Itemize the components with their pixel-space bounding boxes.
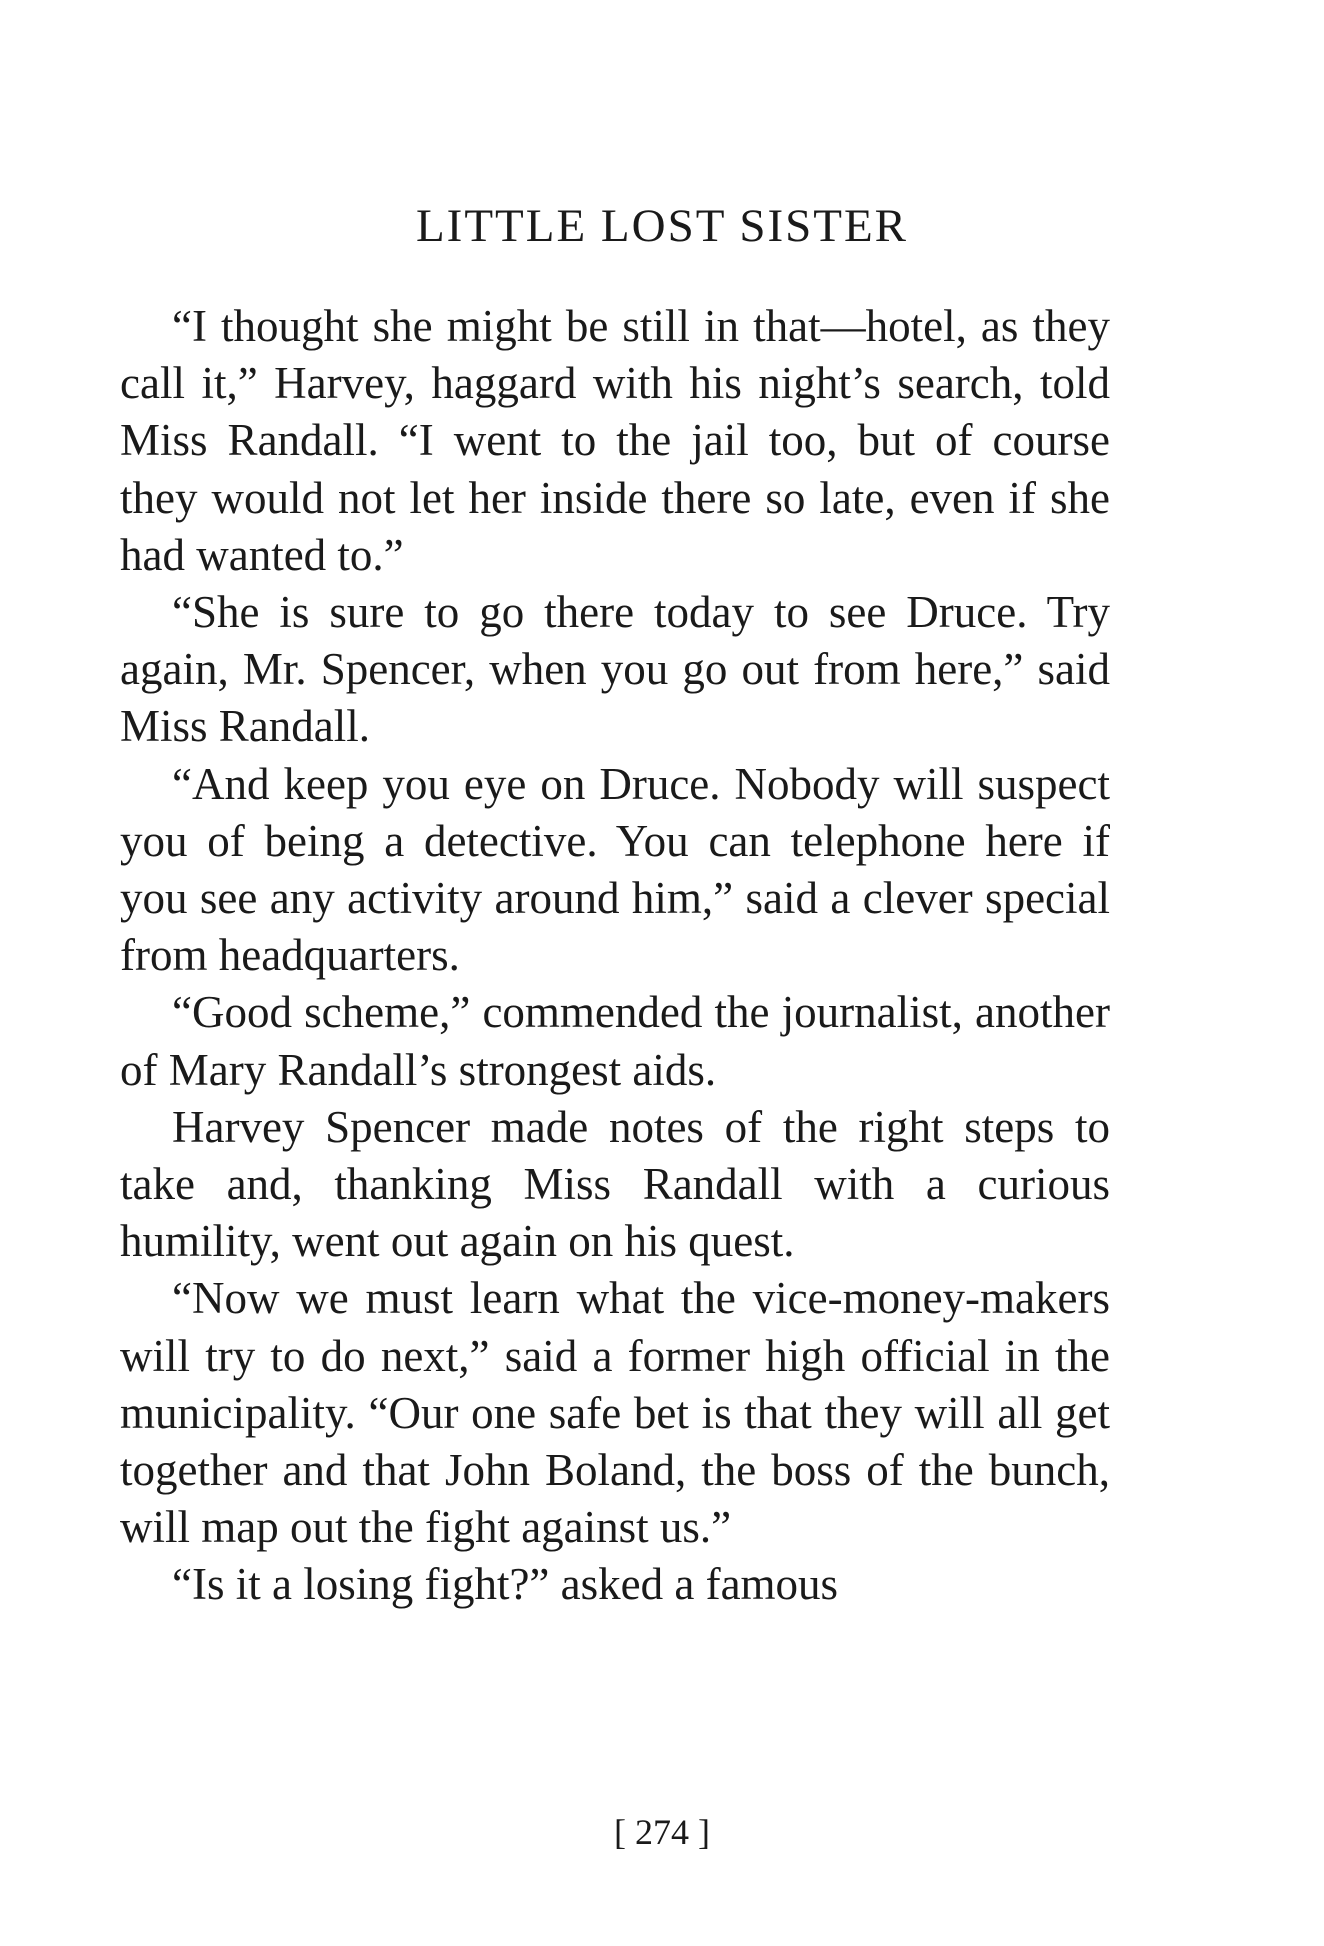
body-text bbox=[120, 298, 1110, 1614]
running-title: LITTLE LOST SISTER bbox=[415, 200, 909, 252]
paragraph: “And keep you eye on Druce. Nobody will suspect you of being a detective. You can telephone here if you see any activity around him,” said a clever special from headquarters. bbox=[120, 758, 1110, 981]
paragraph: “Now we must learn what the vice-money-makers will try to do next,” said a former high official in the municipality. “Our one safe bet is that they will all get together and that John Boland, the boss of the bunch, will map out the fight against us.” bbox=[120, 1273, 1110, 1553]
paragraph-continued: “Is it a losing fight?” asked a famous bbox=[172, 1559, 839, 1610]
paragraph: “I thought she might be still in that—hotel, as they call it,” Harvey, haggard with his night’s search, told Miss Randall. “I went to the jail too, but of course they would not let her inside there so late, even if she had wanted to.” bbox=[120, 301, 1110, 580]
paragraph: “She is sure to go there today to see Druce. Try again, Mr. Spencer, when you go out from here,” said Miss Randall. bbox=[120, 587, 1110, 752]
paragraph: “Good scheme,” commended the journalist, another of Mary Randall’s strongest aids. bbox=[120, 987, 1110, 1095]
page-number: [ 274 ] bbox=[614, 1812, 710, 1852]
paragraph: Harvey Spencer made notes of the right steps to take and, thanking Miss Randall with a curious humility, went out again on his quest. bbox=[120, 1101, 1110, 1267]
